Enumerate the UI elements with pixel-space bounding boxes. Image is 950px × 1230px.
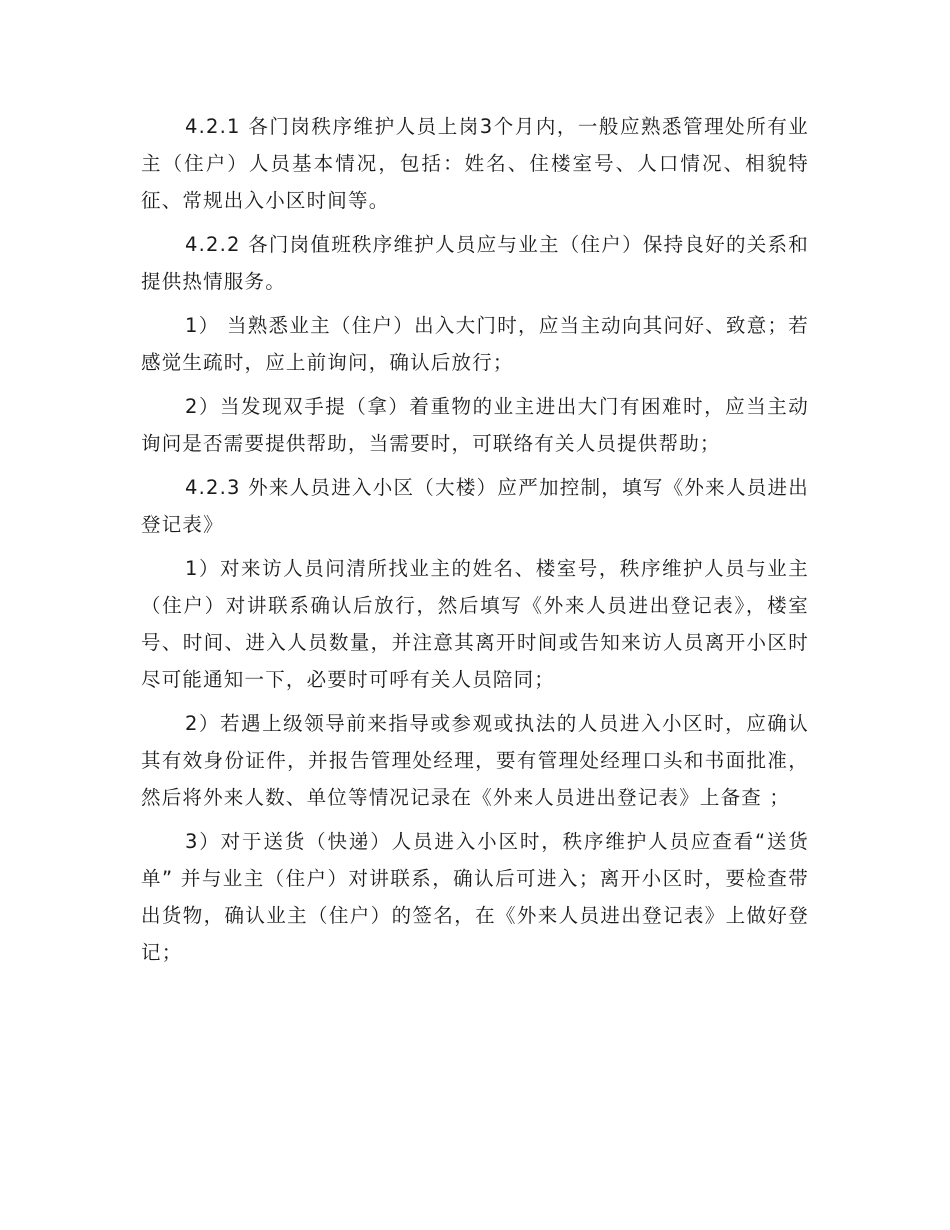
document-body	[141, 108, 809, 971]
paragraph-4-2-3: 4.2.3 外来人员进入小区（大楼）应严加控制，填写《外来人员进出登记表》	[141, 476, 809, 536]
paragraph-4-2-3-item-2: 2）若遇上级领导前来指导或参观或执法的人员进入小区时，应确认其有效身份证件，并报告管理处经理，要有管理处经理口头和书面批准，然后将外来人数、单位等情况记录在《外来人员进出登记表》上备查 ；	[141, 712, 809, 809]
paragraph-4-2-1: 4.2.1 各门岗秩序维护人员上岗3个月内，一般应熟悉管理处所有业主（住户）人员基本情况，包括：姓名、住楼室号、人口情况、相貌特征、常规出入小区时间等。	[141, 115, 809, 212]
paragraph-4-2-3-item-3: 3）对于送货（快递）人员进入小区时，秩序维护人员应查看“送货单” 并与业主（住户）对讲联系，确认后可进入；离开小区时，要检查带出货物，确认业主（住户）的签名，在《外来人员进出登记表》上做好登记；	[141, 830, 809, 964]
paragraph-4-2-2: 4.2.2 各门岗值班秩序维护人员应与业主（住户）保持良好的关系和提供热情服务。	[141, 233, 809, 293]
paragraph-4-2-3-item-1: 1）对来访人员问清所找业主的姓名、楼室号，秩序维护人员与业主（住户）对讲联系确认后放行，然后填写《外来人员进出登记表》，楼室号、时间、进入人员数量，并注意其离开时间或告知来访人员离开小区时尽可能通知一下，必要时可呼有关人员陪同；	[141, 557, 809, 691]
paragraph-4-2-2-item-1: 1） 当熟悉业主（住户）出入大门时，应当主动向其问好、致意；若感觉生疏时，应上前询问，确认后放行；	[141, 314, 809, 374]
paragraph-4-2-2-item-2: 2）当发现双手提（拿）着重物的业主进出大门有困难时，应当主动询问是否需要提供帮助，当需要时，可联络有关人员提供帮助；	[141, 395, 809, 455]
